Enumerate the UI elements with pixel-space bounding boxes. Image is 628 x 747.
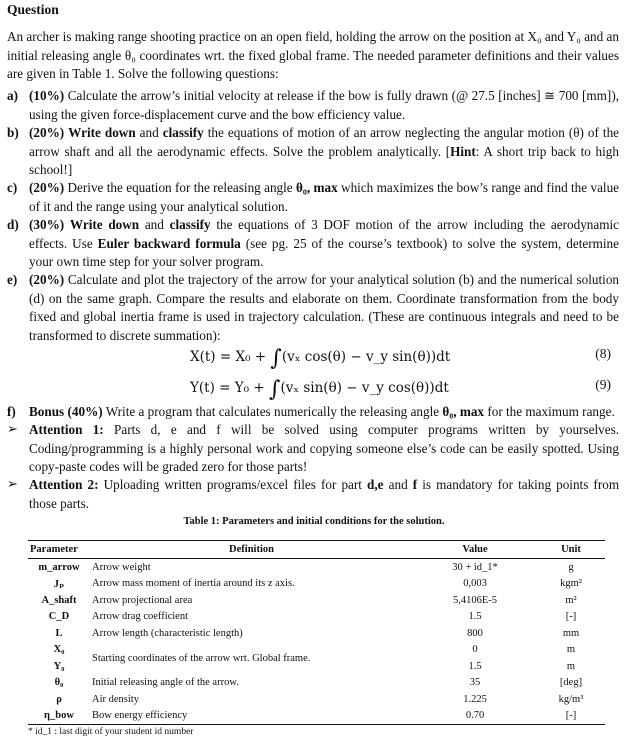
question-d-and: and [144, 217, 164, 232]
param-symbol: θ₀ [54, 677, 64, 689]
param-value: 0 [472, 644, 478, 656]
header-definition: Definition [90, 541, 413, 559]
table-row [28, 576, 605, 593]
equation-9-body: (vₓ sin(θ) − v_y cos(θ))dt [280, 380, 449, 396]
question-d-label: d) [7, 217, 19, 232]
param-symbol: ρ [56, 693, 62, 705]
question-d-bold-classify: classify [169, 217, 211, 232]
param-value: 5,4106E-5 [452, 594, 498, 606]
question-c [7, 179, 619, 216]
param-unit: [deg] [559, 677, 583, 689]
param-unit: kg/m³ [558, 693, 584, 705]
param-symbol: C_D [48, 611, 70, 623]
question-f-text1: Write a program that calculates numerically the releasing angle [105, 404, 440, 419]
param-definition: Air density [92, 693, 139, 705]
arrow-bullet-icon: ➢ [7, 421, 19, 436]
question-c-text1: Derive the equation for the releasing angle [67, 180, 293, 195]
question-f-bonus: Bonus (40%) [29, 404, 103, 419]
question-e-label: e) [7, 272, 18, 287]
param-value: 0,003 [463, 578, 487, 590]
table-footnote: * id_1 : last digit of your student id number [28, 727, 194, 737]
param-definition: Arrow weight [92, 561, 151, 573]
attention-1-label: Attention 1: [29, 422, 104, 437]
question-f-text2: for the maximum range. [487, 404, 615, 419]
equation-8-body: (vₓ cos(θ) − v_y sin(θ))dt [281, 349, 451, 365]
param-symbol: m_arrow [38, 561, 80, 573]
table-row [28, 625, 605, 642]
param-unit: g [568, 561, 574, 573]
table-header-row [28, 541, 605, 559]
question-c-weight: (20%) [29, 180, 65, 195]
table-row [28, 691, 605, 708]
question-a-weight: (10%) [29, 88, 65, 103]
table-row [28, 592, 605, 609]
table-row [28, 559, 605, 576]
attention-2-label: Attention 2: [29, 477, 99, 492]
param-definition: Starting coordinates of the arrow wrt. Global frame. [92, 652, 311, 664]
attention-2-parts: d,e [367, 477, 384, 492]
question-b-hint-label: Hint [450, 143, 476, 159]
question-d-text1: the equations of 3 DOF motion of the arrow including the aerodynamic effects. Use [29, 217, 620, 251]
question-a [7, 87, 619, 124]
parameters-table [28, 540, 605, 725]
arrow-bullet-icon: ➢ [7, 476, 19, 491]
equation-8-lhs: X(t) = X₀ + [190, 349, 271, 365]
param-unit: m² [565, 594, 577, 606]
param-value: 35 [469, 677, 481, 689]
param-symbol: η_bow [28, 708, 90, 725]
attention-2-and: and [388, 477, 408, 492]
header-unit: Unit [537, 541, 605, 559]
param-symbol: L [55, 627, 63, 639]
table-row [28, 642, 605, 659]
question-e-weight: (20%) [29, 272, 65, 287]
param-definition: Arrow projectional area [92, 594, 193, 606]
equation-8 [0, 342, 628, 371]
param-symbol: Jₚ [53, 578, 65, 590]
table-caption [0, 516, 628, 527]
param-value: 800 [467, 627, 483, 639]
table-row [28, 609, 605, 626]
question-f-symbol: θ₀, max [442, 404, 485, 419]
question-f [7, 403, 619, 422]
question-c-label: c) [7, 180, 18, 195]
param-definition: Arrow length (characteristic length) [92, 627, 243, 639]
param-symbol: A_shaft [41, 594, 77, 606]
question-d-text2: (see pg. 25 of the course’s textbook) to solve the system, determine your own time step for your solver program. [29, 235, 620, 269]
intro-paragraph: An archer is making range shooting practice on an open field, holding the arrow on the position at X₀ and Y₀ and an initial releasing angle θ₀ coordinates wrt. the fixed global frame. The needed parameter definitions and their values are given in Table 1. Solve the following questions: [7, 29, 619, 81]
question-c-text2: which maximizes the bow’s range and find the value of it and the range using your analytical solution. [29, 180, 620, 214]
question-a-label: a) [7, 88, 18, 103]
param-definition: Arrow mass moment of inertia around its z axis. [92, 578, 295, 590]
param-symbol: X₀ [53, 644, 65, 656]
question-a-text: Calculate the arrow’s initial velocity at release if the bow is fully drawn (@ 27.5 [inches] ≅ 700 [mm]), using the given force-displacement curve and the bow efficiency value. [29, 88, 620, 122]
question-d [7, 216, 619, 272]
integral-sign: ∫ [270, 346, 282, 371]
table-row [28, 675, 605, 692]
question-d-bold-euler: Euler backward formula [97, 235, 241, 251]
question-e [7, 271, 619, 345]
question-b-label: b) [7, 125, 19, 140]
param-symbol: Y₀ [53, 660, 65, 672]
question-d-bold-write: Write down [69, 217, 140, 232]
param-definition: Arrow drag coefficient [92, 611, 189, 623]
param-unit: m [566, 644, 576, 656]
question-f-label: f) [7, 404, 16, 419]
attention-1 [7, 421, 619, 477]
integral-sign: ∫ [268, 377, 281, 402]
param-definition: Bow energy efficiency [90, 708, 413, 725]
attention-2 [7, 476, 619, 513]
equation-9 [0, 373, 628, 402]
header-value: Value [413, 541, 537, 559]
param-unit: [-] [565, 611, 577, 623]
param-value: 1.5 [468, 660, 482, 672]
param-value: 1.5 [468, 611, 482, 623]
attention-2-text2: is mandatory for taking points from those parts. [29, 477, 620, 511]
param-definition: Initial releasing angle of the arrow. [92, 677, 239, 689]
question-b-text: the equations of motion of an arrow neglecting the angular motion (θ) of the arrow shaft and all the aerodynamic effects. Solve the problem analytically. [ [29, 125, 620, 159]
param-value: 1.225 [463, 693, 487, 705]
attention-1-text: Parts d, e and f will be solved using computer programs written by yourselves. Coding/programming is a highly personal work and copying someone else’s code can be easily spotted. Using copy-paste codes will be graded zero for those parts! [29, 422, 620, 474]
question-b-bold-classify: classify [162, 125, 204, 140]
param-value: 30 + id_1* [452, 561, 498, 573]
param-unit: m [566, 660, 576, 672]
table-row [28, 708, 605, 725]
param-value: 0.70 [413, 708, 537, 725]
equation-9-lhs: Y(t) = Y₀ + [190, 380, 269, 396]
question-b-and: and [139, 125, 159, 140]
question-e-text: Calculate and plot the trajectory of the arrow for your analytical solution (b) and the numerical solution (d) on the same graph. Compare the results and elaborate on them. Coordinate transformation from the body fixed and global inertia frame is used in trajectory calculation. (These are continuous integrals and need to be transformed to discrete summation): [29, 272, 620, 343]
question-b-bold-write: Write down [68, 125, 136, 140]
table-caption-text: Table 1: Parameters and initial conditions for the solution. [183, 516, 445, 527]
param-unit: mm [562, 627, 580, 639]
equation-8-number: (8) [595, 346, 611, 361]
param-unit: [-] [537, 708, 605, 725]
attention-2-text1: Uploading written programs/excel files for part [103, 477, 362, 492]
param-unit: kgm² [560, 578, 582, 590]
attention-2-part-f: f [412, 477, 418, 492]
question-b [7, 124, 619, 180]
equation-9-number: (9) [595, 377, 611, 392]
question-c-symbol: θ₀, max [296, 180, 338, 195]
question-b-hint: : A short trip back to high school!] [29, 143, 619, 177]
header-parameter: Parameter [28, 541, 90, 559]
question-b-weight: (20%) [29, 125, 65, 140]
section-heading: Question [7, 2, 59, 17]
question-d-weight: (30%) [29, 217, 65, 232]
